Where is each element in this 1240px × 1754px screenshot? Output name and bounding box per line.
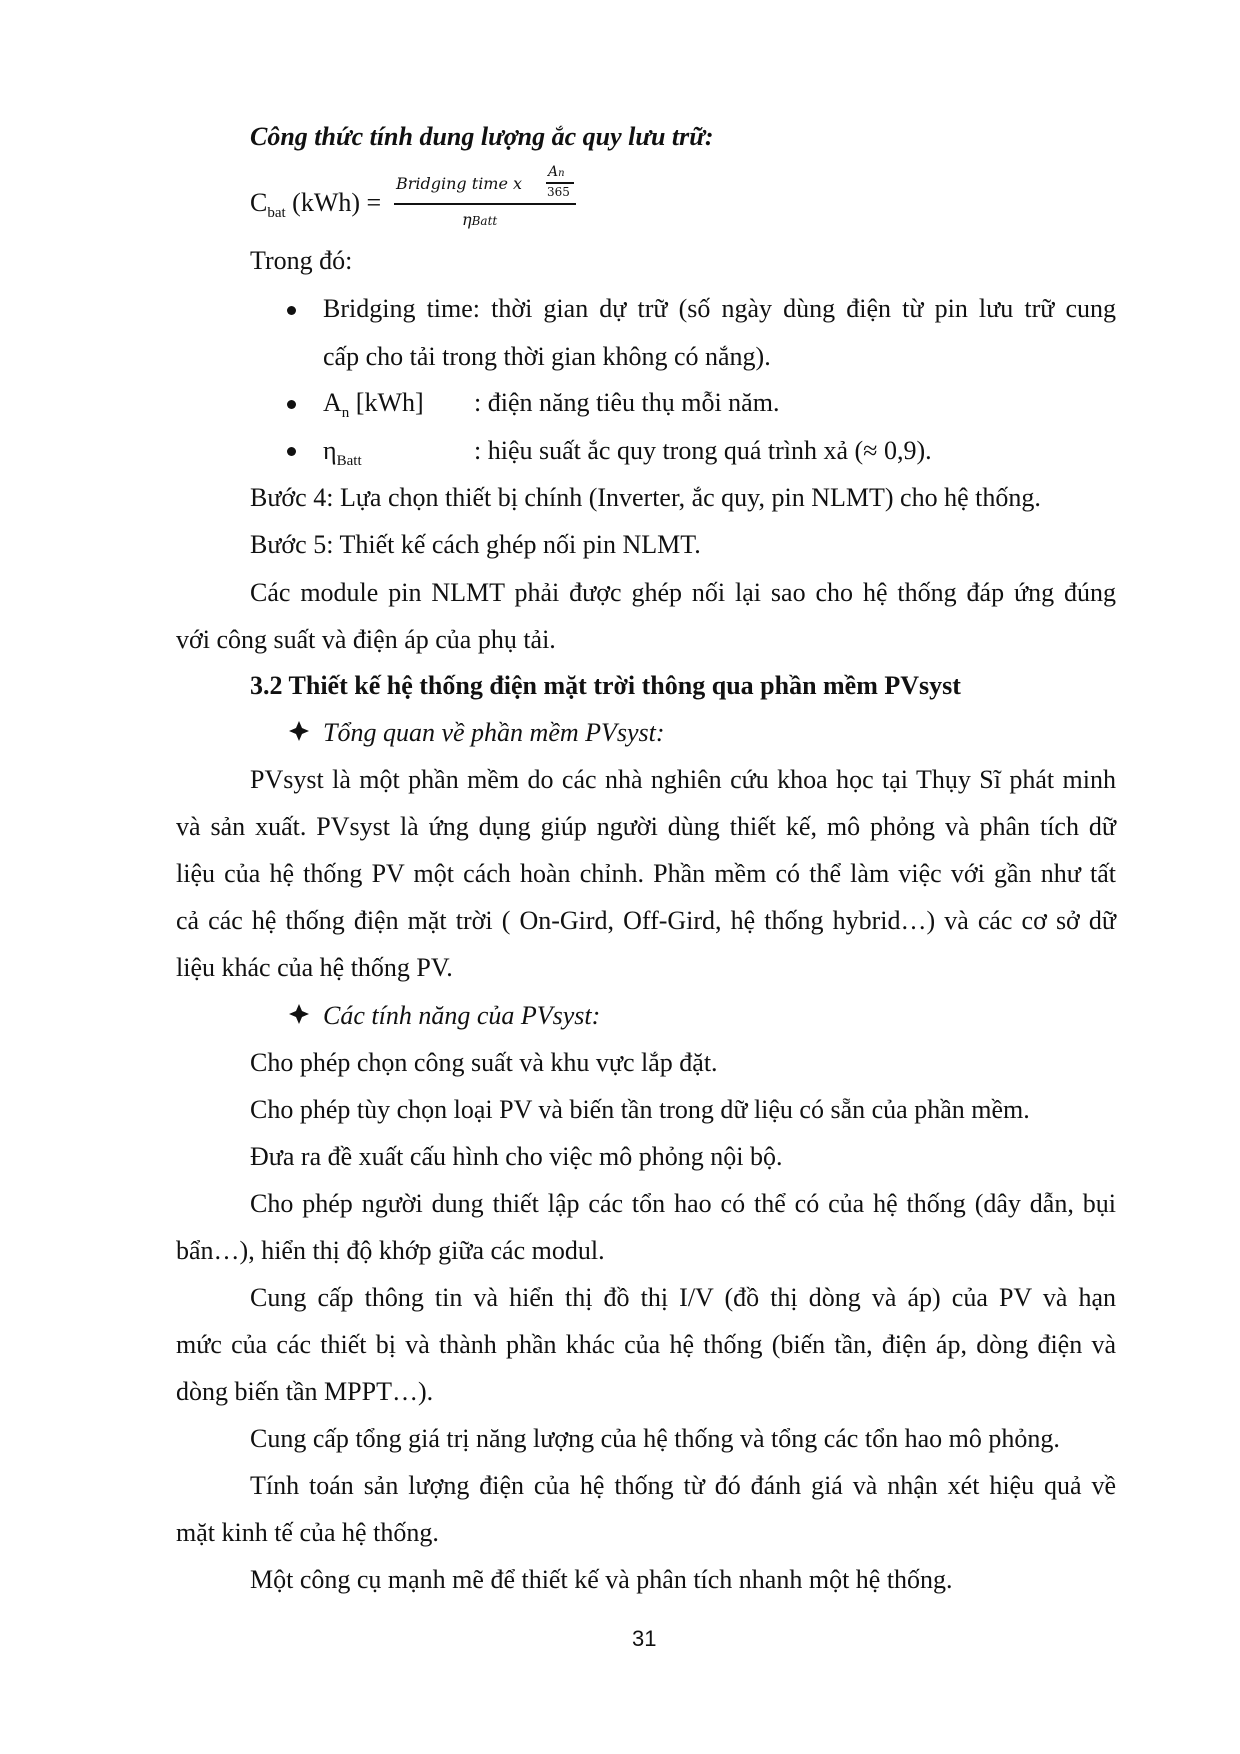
bullet-icon — [287, 306, 296, 315]
feature-item: Một công cụ mạnh mẽ để thiết kế và phân tích nhanh một hệ thống. — [250, 1565, 953, 1594]
pvsyst-paragraph-line: liệu khác của hệ thống PV. — [176, 953, 453, 982]
bullet-icon — [287, 447, 296, 456]
feature-item: Cung cấp tổng giá trị năng lượng của hệ thống và tổng các tổn hao mô phỏng. — [250, 1424, 1060, 1453]
page-number: 31 — [632, 1626, 657, 1651]
formula-lhs: $C_{bat}$ (kWh) = — [250, 188, 382, 221]
list-item-cont: cấp cho tải trong thời gian không có nắng). — [323, 342, 771, 371]
subheading-features: Các tính năng của PVsyst: — [323, 1001, 601, 1030]
feature-item-cont: mức của các thiết bị và thành phần khác của hệ thống (biến tần, điện áp, dòng điện và — [176, 1330, 1116, 1359]
bullet-icon — [287, 400, 296, 409]
step-4: Bước 4: Lựa chọn thiết bị chính (Inverter, ắc quy, pin NLMT) cho hệ thống. — [250, 483, 1041, 512]
feature-item: Tính toán sản lượng điện của hệ thống từ đó đánh giá và nhận xét hiệu quả về — [250, 1471, 1116, 1500]
section-title: 3.2 Thiết kế hệ thống điện mặt trời thông qua phần mềm PVsyst — [250, 671, 961, 700]
formula-inner-numerator: An — [548, 164, 565, 180]
feature-item-cont: mặt kinh tế của hệ thống. — [176, 1518, 439, 1547]
main-fraction-bar — [394, 203, 576, 205]
list-item-desc: : hiệu suất ắc quy trong quá trình xả (≈ 0,9). — [474, 436, 932, 465]
feature-item: Đưa ra đề xuất cấu hình cho việc mô phỏng nội bộ. — [250, 1142, 783, 1171]
where-label: Trong đó: — [250, 246, 353, 275]
module-paragraph-cont: với công suất và điện áp của phụ tải. — [176, 625, 556, 654]
feature-item: Cung cấp thông tin và hiển thị đồ thị I/V (đồ thị dòng và áp) của PV và hạn — [250, 1283, 1116, 1312]
pvsyst-paragraph-line: và sản xuất. PVsyst là ứng dụng giúp người dùng thiết kế, mô phỏng và phân tích dữ — [176, 812, 1116, 841]
feature-item-cont: bẩn…), hiển thị độ khớp giữa các modul. — [176, 1236, 605, 1265]
formula-numerator: Bridging time x — [396, 174, 523, 193]
pvsyst-paragraph-line: liệu của hệ thống PV một cách hoàn chỉnh. Phần mềm có thể làm việc với gần như tất — [176, 859, 1116, 888]
diamond-bullet-icon — [288, 1003, 310, 1025]
inner-fraction-bar — [546, 182, 574, 184]
formula-heading: Công thức tính dung lượng ắc quy lưu trữ: — [250, 122, 714, 151]
formula-denominator: ηBatt — [462, 210, 498, 229]
feature-item: Cho phép chọn công suất và khu vực lắp đặt. — [250, 1048, 718, 1077]
feature-item: Cho phép người dung thiết lập các tổn hao có thể có của hệ thống (dây dẫn, bụi — [250, 1189, 1116, 1218]
list-item-term: $A_n$ [kWh] — [323, 388, 424, 421]
diamond-bullet-icon — [288, 720, 310, 742]
formula-inner-denominator: 365 — [547, 185, 570, 199]
pvsyst-paragraph-line: cả các hệ thống điện mặt trời ( On-Gird, Off-Gird, hệ thống hybrid…) và các cơ sở dữ — [176, 906, 1116, 935]
module-paragraph: Các module pin NLMT phải được ghép nối lại sao cho hệ thống đáp ứng đúng — [250, 578, 1116, 607]
list-item-desc: : điện năng tiêu thụ mỗi năm. — [474, 388, 780, 417]
step-5: Bước 5: Thiết kế cách ghép nối pin NLMT. — [250, 530, 701, 559]
pvsyst-paragraph-line: PVsyst là một phần mềm do các nhà nghiên cứu khoa học tại Thụy Sĩ phát minh — [250, 765, 1116, 794]
list-item-term: $\eta_{Batt}$ — [323, 436, 362, 469]
feature-item: Cho phép tùy chọn loại PV và biến tần trong dữ liệu có sẵn của phần mềm. — [250, 1095, 1030, 1124]
list-item: Bridging time: thời gian dự trữ (số ngày dùng điện từ pin lưu trữ cung — [323, 294, 1116, 323]
feature-item-cont: dòng biến tần MPPT…). — [176, 1377, 434, 1406]
subheading-overview: Tổng quan về phần mềm PVsyst: — [323, 718, 665, 747]
